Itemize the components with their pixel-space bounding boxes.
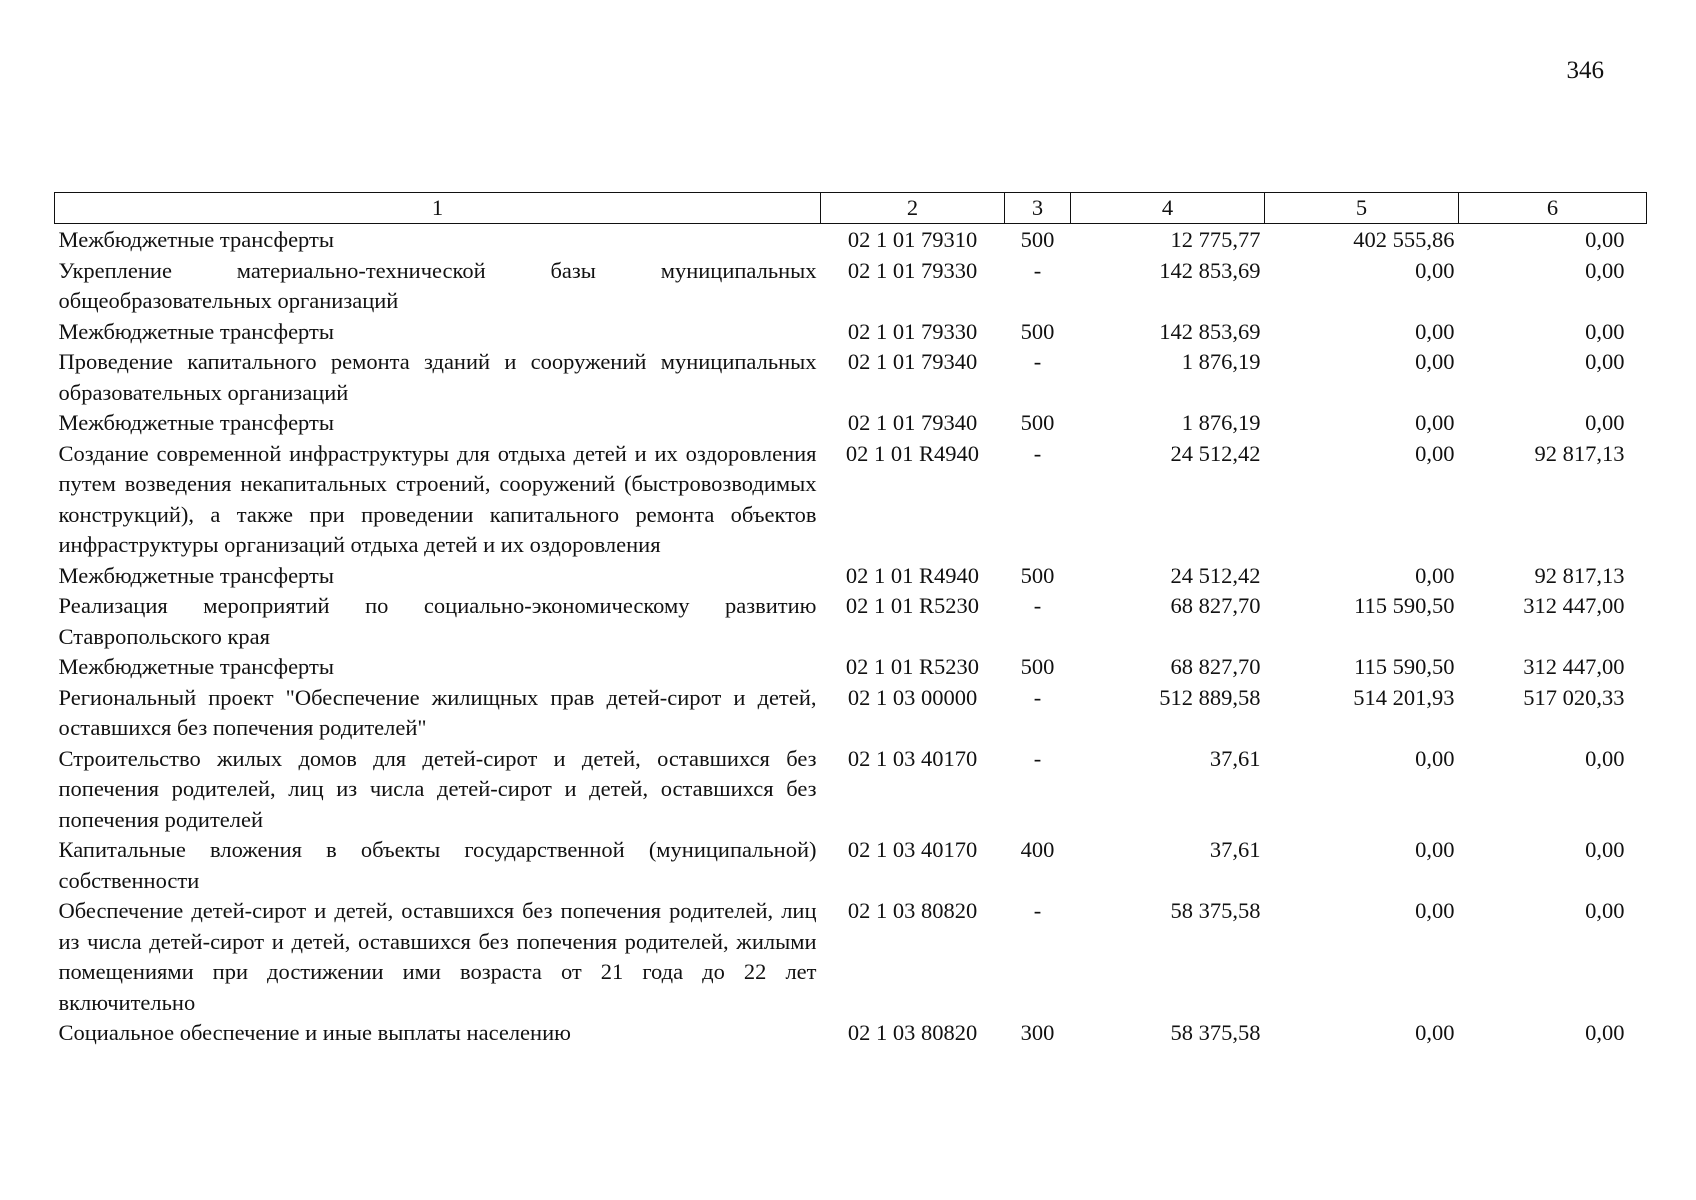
amount-col-6: 0,00 [1585,898,1625,923]
amount-col-5: 0,00 [1415,440,1455,466]
budget-code: 02 1 03 00000 [847,684,978,710]
budget-code: 02 1 01 79330 [847,257,978,283]
table-row [55,744,1647,836]
table-row [55,439,1647,561]
table-row [55,317,1647,348]
budget-code: 02 1 03 40170 [847,745,978,771]
table-row [55,256,1647,317]
expense-type: 500 [1020,318,1055,344]
table-body [55,224,1647,1049]
expense-type: 500 [1020,410,1055,435]
item-name: Региональный проект "Обеспечение жилищных прав детей-сирот и детей, оставшихся без попечения родителей" [58,684,817,740]
item-name: Создание современной инфраструктуры для отдыха детей и их оздоровления путем возведения некапитальных строений, сооружений (быстровозводимых конструкций), а также при проведении капитального ремонта объектов инфраструктуры организаций отдыха детей и их оздоровления [58,440,817,557]
amount-col-5: 0,00 [1415,837,1455,862]
amount-col-5: 115 590,50 [1354,654,1455,679]
budget-code: 02 1 03 40170 [847,837,978,862]
header-col-6: 6 [1459,193,1647,224]
amount-col-5: 0,00 [1415,410,1455,435]
amount-col-6: 92 817,13 [1534,562,1625,588]
budget-code: 02 1 03 80820 [847,898,978,923]
budget-code: 02 1 03 80820 [847,1020,978,1045]
amount-col-6: 312 447,00 [1523,593,1625,618]
item-name: Межбюджетные трансферты [58,227,334,252]
item-name: Межбюджетные трансферты [58,654,334,679]
item-name: Укрепление материально-технической базы муниципальных общеобразовательных организаций [58,257,817,313]
amount-col-4: 68 827,70 [1170,654,1261,679]
budget-table [54,192,1647,1049]
item-name: Капитальные вложения в объекты государственной (муниципальной) собственности [58,837,817,893]
amount-col-4: 142 853,69 [1159,318,1261,344]
table-row [55,408,1647,439]
amount-col-6: 92 817,13 [1534,440,1625,466]
amount-col-4: 142 853,69 [1159,257,1261,283]
amount-col-4: 37,61 [1209,745,1261,771]
item-name: Межбюджетные трансферты [58,562,334,588]
amount-col-4: 68 827,70 [1170,593,1261,618]
item-name: Проведение капитального ремонта зданий и сооружений муниципальных образовательных организаций [58,349,817,405]
table-row [55,591,1647,652]
budget-code: 02 1 01 79340 [847,410,978,435]
amount-col-4: 24 512,42 [1170,562,1261,588]
table-row [55,561,1647,592]
expense-type: 300 [1020,1020,1055,1045]
header-row [55,193,1647,224]
expense-type: - [1033,745,1042,771]
expense-type: - [1033,349,1042,374]
amount-col-4: 24 512,42 [1170,440,1261,466]
amount-col-6: 0,00 [1585,257,1625,283]
header-col-2: 2 [821,193,1005,224]
expense-type: 500 [1020,562,1055,588]
amount-col-6: 517 020,33 [1523,684,1625,710]
amount-col-5: 0,00 [1415,745,1455,771]
expense-type: - [1033,257,1042,283]
amount-col-4: 58 375,58 [1170,898,1261,923]
amount-col-6: 0,00 [1585,410,1625,435]
header-col-3: 3 [1005,193,1071,224]
amount-col-4: 12 775,77 [1170,227,1261,252]
table-header [55,193,1647,224]
expense-type: 500 [1020,654,1055,679]
amount-col-6: 0,00 [1585,837,1625,862]
expense-type: - [1033,440,1042,466]
header-col-5: 5 [1265,193,1459,224]
table-row [55,835,1647,896]
table-row [55,683,1647,744]
item-name: Социальное обеспечение и иные выплаты населению [58,1020,571,1045]
expense-type: - [1033,684,1042,710]
budget-code: 02 1 01 R5230 [845,593,980,618]
table-row [55,652,1647,683]
amount-col-5: 0,00 [1415,1020,1455,1045]
amount-col-4: 1 876,19 [1181,410,1261,435]
amount-col-6: 0,00 [1585,1020,1625,1045]
amount-col-6: 312 447,00 [1523,654,1625,679]
header-col-1: 1 [55,193,821,224]
budget-code: 02 1 01 79340 [847,349,978,374]
table-row [55,347,1647,408]
amount-col-4: 58 375,58 [1170,1020,1261,1045]
amount-col-4: 37,61 [1209,837,1261,862]
budget-code: 02 1 01 79330 [847,318,978,344]
budget-code: 02 1 01 79310 [847,227,978,252]
table-row [55,224,1647,256]
amount-col-6: 0,00 [1585,318,1625,344]
budget-code: 02 1 01 R4940 [845,440,980,466]
table-row [55,896,1647,1018]
amount-col-5: 0,00 [1415,349,1455,374]
budget-code: 02 1 01 R4940 [845,562,980,588]
amount-col-5: 0,00 [1415,898,1455,923]
item-name: Межбюджетные трансферты [58,318,334,344]
expense-type: 400 [1020,837,1055,862]
amount-col-5: 115 590,50 [1354,593,1455,618]
item-name: Реализация мероприятий по социально-экономическому развитию Ставропольского края [58,593,817,649]
amount-col-5: 0,00 [1415,257,1455,283]
header-col-4: 4 [1071,193,1265,224]
amount-col-5: 514 201,93 [1353,684,1455,710]
amount-col-6: 0,00 [1585,227,1625,252]
page-number: 346 [1566,57,1604,84]
amount-col-6: 0,00 [1585,745,1625,771]
amount-col-4: 512 889,58 [1159,684,1261,710]
amount-col-5: 402 555,86 [1353,227,1455,252]
amount-col-4: 1 876,19 [1181,349,1261,374]
amount-col-6: 0,00 [1585,349,1625,374]
expense-type: 500 [1020,227,1055,252]
item-name: Обеспечение детей-сирот и детей, оставшихся без попечения родителей, лиц из числа детей-сирот и детей, оставшихся без попечения родителей, жилыми помещениями при достижении ими возраста от 21 года до 22 лет включительно [58,898,817,1015]
expense-type: - [1033,898,1042,923]
table-row [55,1018,1647,1049]
expense-type: - [1033,593,1042,618]
budget-code: 02 1 01 R5230 [845,654,980,679]
amount-col-5: 0,00 [1415,562,1455,588]
item-name: Строительство жилых домов для детей-сирот и детей, оставшихся без попечения родителей, лиц из числа детей-сирот и детей, оставшихся без попечения родителей [58,745,817,832]
item-name: Межбюджетные трансферты [58,410,334,435]
amount-col-5: 0,00 [1415,318,1455,344]
